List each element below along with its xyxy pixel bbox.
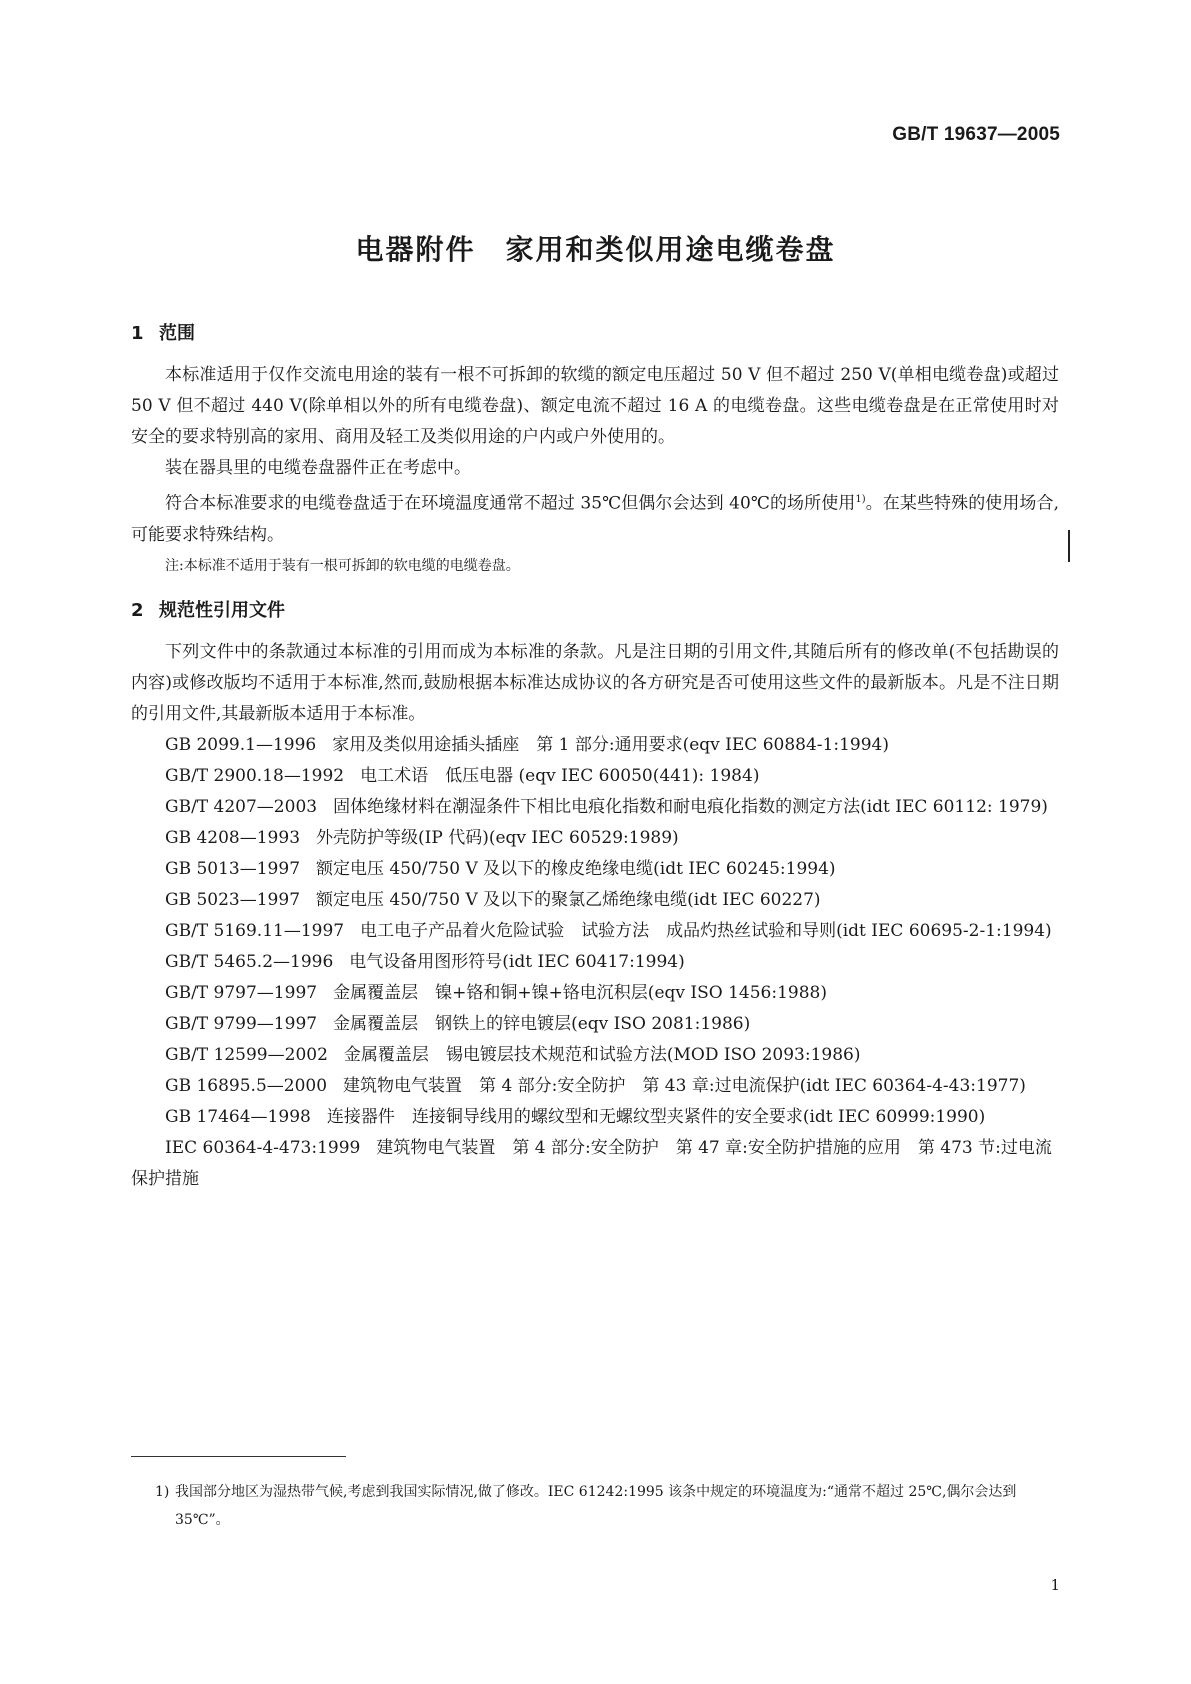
- reference-list: [131, 730, 1059, 1195]
- reference-title: 电工术语 低压电器 (eqv IEC 60050(441): 1984): [360, 765, 760, 786]
- document-body: [131, 320, 1059, 1195]
- reference-item: [131, 885, 1059, 916]
- reference-item: [131, 1040, 1059, 1071]
- reference-title: 金属覆盖层 锡电镀层技术规范和试验方法(MOD ISO 2093:1986): [343, 1044, 861, 1065]
- reference-code: GB 2099.1—1996: [165, 734, 317, 755]
- scope-paragraph-3-tail: 。在某些特殊的使用场合,可能要求特殊结构。: [131, 493, 1059, 545]
- reference-item: [131, 1133, 1059, 1195]
- reference-item: [131, 978, 1059, 1009]
- section-1-heading: [131, 320, 1059, 348]
- scope-note: 注:本标准不适用于装有一根可拆卸的软电缆的电缆卷盘。: [165, 557, 520, 574]
- reference-item: [131, 947, 1059, 978]
- reference-title: 连接器件 连接铜导线用的螺纹型和无螺纹型夹紧件的安全要求(idt IEC 60999:1990): [326, 1106, 986, 1127]
- reference-item: [131, 916, 1059, 947]
- reference-item: [131, 1071, 1059, 1102]
- reference-item: [131, 1009, 1059, 1040]
- footnote: [155, 1478, 1059, 1534]
- scope-paragraph-3: [131, 484, 1059, 551]
- reference-title: 电气设备用图形符号(idt IEC 60417:1994): [349, 951, 685, 972]
- reference-code: GB 5023—1997: [165, 889, 301, 910]
- reference-code: GB/T 5465.2—1996: [165, 951, 334, 972]
- reference-item: [131, 823, 1059, 854]
- section-2-heading: [131, 597, 1059, 625]
- reference-item: [131, 730, 1059, 761]
- reference-code: GB/T 4207—2003: [165, 796, 318, 817]
- footnote-reference-mark[interactable]: 1): [855, 494, 866, 505]
- reference-code: GB/T 12599—2002: [165, 1044, 328, 1065]
- footnote-divider: [131, 1456, 346, 1457]
- reference-title: 额定电压 450/750 V 及以下的聚氯乙烯绝缘电缆(idt IEC 60227): [316, 889, 821, 910]
- reference-title: 电工电子产品着火危险试验 试验方法 成品灼热丝试验和导则(idt IEC 60695-2-1:1994): [360, 920, 1052, 941]
- footnote-text: 我国部分地区为湿热带气候,考虑到我国实际情况,做了修改。IEC 61242:1995 该条中规定的环境温度为:“通常不超过 25℃,偶尔会达到 35℃”。: [175, 1484, 1017, 1528]
- scope-paragraph-2: 装在器具里的电缆卷盘器件正在考虑中。: [165, 458, 471, 478]
- reference-code: GB/T 9799—1997: [165, 1013, 318, 1034]
- reference-code: GB/T 5169.11—1997: [165, 920, 345, 941]
- reference-item: [131, 761, 1059, 792]
- references-intro: 下列文件中的条款通过本标准的引用而成为本标准的条款。凡是注日期的引用文件,其随后所有的修改单(不包括勘误的内容)或修改版均不适用于本标准,然而,鼓励根据本标准达成协议的各方研究是否可使用这些文件的最新版本。凡是不注日期的引用文件,其最新版本适用于本标准。: [131, 641, 1059, 724]
- reference-code: GB 4208—1993: [165, 827, 301, 848]
- change-bar: [1068, 530, 1070, 562]
- document-title: 电器附件 家用和类似用途电缆卷盘: [355, 233, 836, 266]
- scope-paragraph-1: 本标准适用于仅作交流电用途的装有一根不可拆卸的软缆的额定电压超过 50 V 但不超过 250 V(单相电缆卷盘)或超过 50 V 但不超过 440 V(除单相以外的所有电缆卷盘)、额定电流不超过 16 A 的电缆卷盘。这些电缆卷盘是在正常使用时对安全的要求特别高的家用、商用及轻工及类似用途的户内或户外使用的。: [131, 365, 1059, 447]
- reference-code: GB 16895.5—2000: [165, 1075, 328, 1096]
- reference-item: [131, 854, 1059, 885]
- footnote-number: 1): [155, 1484, 170, 1500]
- reference-title: 金属覆盖层 钢铁上的锌电镀层(eqv ISO 2081:1986): [333, 1013, 751, 1034]
- reference-code: IEC 60364-4-473:1999: [165, 1137, 361, 1158]
- section-2-number: 2: [131, 599, 144, 621]
- reference-code: GB 5013—1997: [165, 858, 301, 879]
- reference-title: 建筑物电气装置 第 4 部分:安全防护 第 43 章:过电流保护(idt IEC 60364-4-43:1977): [343, 1075, 1026, 1096]
- scope-paragraph-3-text: 符合本标准要求的电缆卷盘适于在环境温度通常不超过 35℃但偶尔会达到 40℃的场所使用: [165, 493, 856, 514]
- section-1-title: 范围: [159, 323, 195, 344]
- reference-title: 金属覆盖层 镍+铬和铜+镍+铬电沉积层(eqv ISO 1456:1988): [333, 982, 827, 1003]
- standard-code: GB/T 19637—2005: [892, 124, 1060, 145]
- reference-title: 家用及类似用途插头插座 第 1 部分:通用要求(eqv IEC 60884-1:1994): [332, 734, 889, 755]
- section-2-title: 规范性引用文件: [159, 599, 285, 621]
- reference-title: 建筑物电气装置 第 4 部分:安全防护 第 47 章:安全防护措施的应用 第 473 节:过电流保护措施: [131, 1137, 1052, 1189]
- reference-title: 外壳防护等级(IP 代码)(eqv IEC 60529:1989): [316, 827, 679, 848]
- reference-item: [131, 792, 1059, 823]
- reference-title: 固体绝缘材料在潮湿条件下相比电痕化指数和耐电痕化指数的测定方法(idt IEC 60112: 1979): [333, 796, 1048, 817]
- section-1-number: 1: [131, 323, 144, 344]
- page-number: 1: [1050, 1576, 1060, 1594]
- reference-code: GB 17464—1998: [165, 1106, 311, 1127]
- reference-title: 额定电压 450/750 V 及以下的橡皮绝缘电缆(idt IEC 60245:1994): [316, 858, 836, 879]
- reference-code: GB/T 2900.18—1992: [165, 765, 345, 786]
- reference-code: GB/T 9797—1997: [165, 982, 318, 1003]
- reference-item: [131, 1102, 1059, 1133]
